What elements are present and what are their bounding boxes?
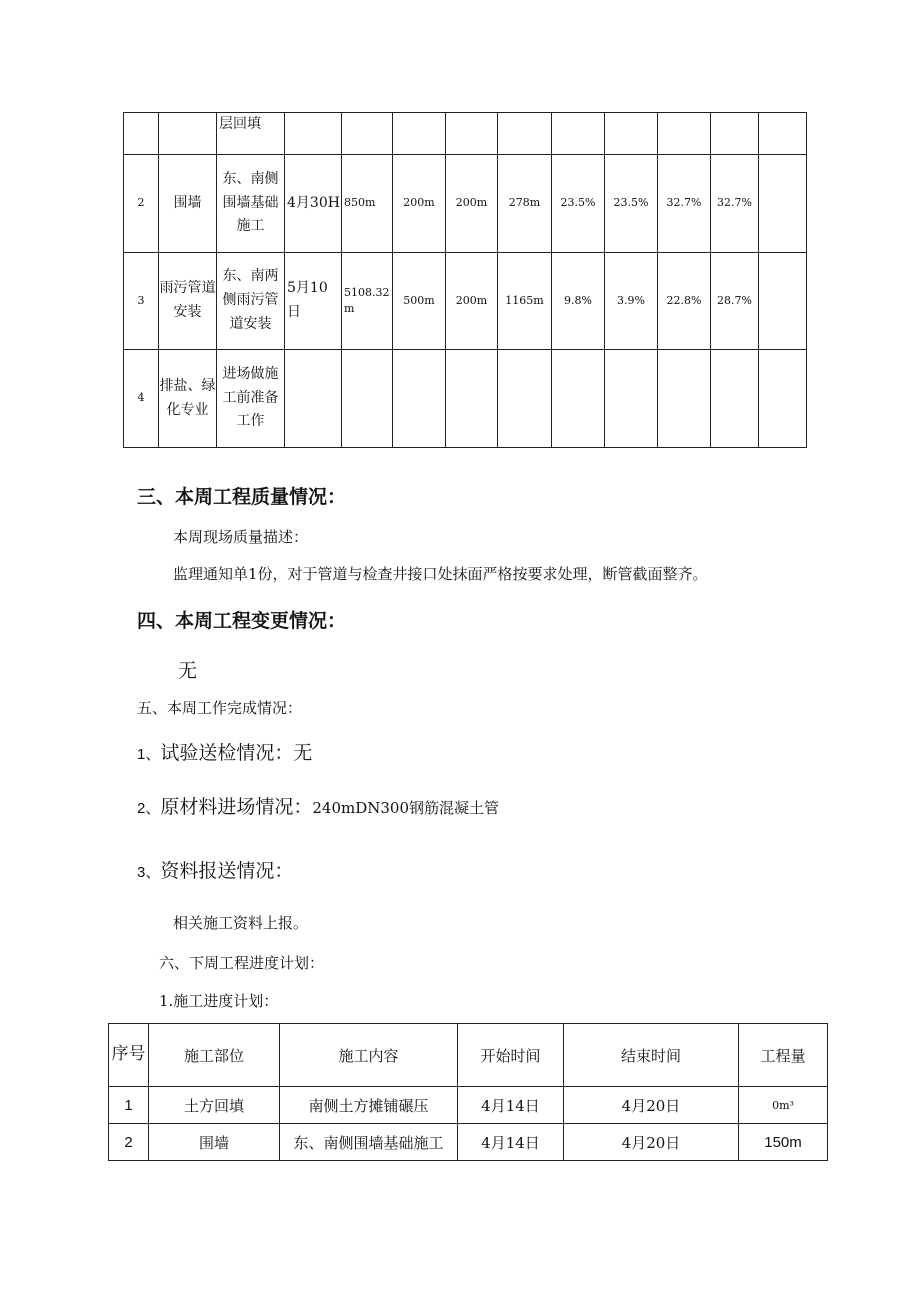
- table-row: [124, 253, 807, 350]
- item1-text: 试验送检情况：无: [160, 742, 313, 764]
- cell-date: [285, 113, 342, 155]
- section3-heading: 三、本周工程质量情况：: [137, 486, 347, 508]
- cell-p1: [552, 113, 605, 155]
- cell-no: 4: [124, 350, 159, 448]
- section5-item3: [137, 856, 293, 883]
- cell-qty: 150m: [739, 1124, 828, 1161]
- cell-p1: 9.8%: [552, 253, 605, 350]
- cell-p3: 32.7%: [658, 155, 711, 253]
- cell-p3: [658, 350, 711, 448]
- section6-heading: 六、下周工程进度计划：: [159, 954, 325, 972]
- cell-date: 5月10日: [285, 253, 342, 350]
- table-row: [109, 1087, 828, 1124]
- cell-cumulative: [498, 113, 552, 155]
- table-row: [124, 113, 807, 155]
- cell-cumulative: 278m: [498, 155, 552, 253]
- cell-content: 进场做施工前准备工作: [217, 350, 285, 448]
- cell-p4: 32.7%: [711, 155, 759, 253]
- section4-heading: 四、本周工程变更情况：: [137, 610, 347, 632]
- item2-number: 2、: [137, 800, 161, 817]
- cell-p1: [552, 350, 605, 448]
- table-row: [124, 155, 807, 253]
- cell-part: 围墙: [159, 155, 217, 253]
- cell-p4: 28.7%: [711, 253, 759, 350]
- cell-note: [759, 155, 807, 253]
- section5-heading: 五、本周工作完成情况：: [137, 699, 303, 717]
- cell-p3: [658, 113, 711, 155]
- cell-plan: [393, 350, 446, 448]
- section5-item1: [137, 738, 312, 765]
- cell-content: 南侧土方摊铺碾压: [280, 1087, 458, 1124]
- cell-total: [342, 113, 393, 155]
- item3-text: 资料报送情况：: [160, 860, 294, 882]
- cell-p2: 3.9%: [605, 253, 658, 350]
- cell-total: 5108.32m: [342, 253, 393, 350]
- section5-item2: [137, 792, 499, 819]
- cell-p2: [605, 113, 658, 155]
- cell-end: 4月20日: [564, 1087, 739, 1124]
- cell-actual: 200m: [446, 155, 498, 253]
- cell-content: 层回填: [217, 113, 285, 155]
- item2-label: 原材料进场情况：: [160, 796, 313, 818]
- cell-p4: [711, 113, 759, 155]
- cell-no: 1: [109, 1087, 149, 1124]
- header-part: 施工部位: [149, 1024, 280, 1087]
- cell-actual: [446, 350, 498, 448]
- cell-actual: [446, 113, 498, 155]
- cell-note: [759, 113, 807, 155]
- item2-value: 240mDN300钢筋混凝土管: [312, 799, 499, 817]
- plan-table: [108, 1023, 828, 1161]
- cell-actual: 200m: [446, 253, 498, 350]
- cell-total: [342, 350, 393, 448]
- section3-line2: 监理通知单1份，对于管道与检查井接口处抹面严格按要求处理，断管截面整齐。: [173, 565, 708, 583]
- item3-number: 3、: [137, 864, 161, 881]
- cell-total: 850m: [342, 155, 393, 253]
- cell-date: [285, 350, 342, 448]
- cell-content: 东、南侧围墙基础施工: [280, 1124, 458, 1161]
- cell-part: 围墙: [149, 1124, 280, 1161]
- cell-part: 排盐、绿化专业: [159, 350, 217, 448]
- section5-item3-body: 相关施工资料上报。: [173, 914, 309, 932]
- cell-part: [159, 113, 217, 155]
- header-no: 序号: [109, 1024, 149, 1087]
- cell-p1: 23.5%: [552, 155, 605, 253]
- cell-p4: [711, 350, 759, 448]
- cell-date: 4月30H: [285, 155, 342, 253]
- cell-p3: 22.8%: [658, 253, 711, 350]
- cell-part: 雨污管道安装: [159, 253, 217, 350]
- table-header-row: [109, 1024, 828, 1087]
- cell-content: 东、南侧围墙基础施工: [217, 155, 285, 253]
- cell-no: 2: [124, 155, 159, 253]
- cell-p2: 23.5%: [605, 155, 658, 253]
- cell-no: [124, 113, 159, 155]
- cell-part: 土方回填: [149, 1087, 280, 1124]
- section4-body: 无: [178, 660, 198, 682]
- cell-plan: 200m: [393, 155, 446, 253]
- cell-note: [759, 253, 807, 350]
- cell-start: 4月14日: [458, 1087, 564, 1124]
- cell-cumulative: 1165m: [498, 253, 552, 350]
- header-content: 施工内容: [280, 1024, 458, 1087]
- header-start: 开始时间: [458, 1024, 564, 1087]
- cell-qty: 0m³: [739, 1087, 828, 1124]
- cell-plan: [393, 113, 446, 155]
- section6-sub: 1.施工进度计划：: [159, 992, 279, 1010]
- cell-content: 东、南两侧雨污管道安装: [217, 253, 285, 350]
- cell-start: 4月14日: [458, 1124, 564, 1161]
- table-row: [124, 350, 807, 448]
- cell-p2: [605, 350, 658, 448]
- cell-end: 4月20日: [564, 1124, 739, 1161]
- cell-cumulative: [498, 350, 552, 448]
- header-end: 结束时间: [564, 1024, 739, 1087]
- progress-table: [123, 112, 807, 448]
- table-row: [109, 1124, 828, 1161]
- item1-number: 1、: [137, 746, 161, 763]
- section3-line1: 本周现场质量描述：: [173, 528, 309, 546]
- cell-no: 3: [124, 253, 159, 350]
- cell-plan: 500m: [393, 253, 446, 350]
- cell-note: [759, 350, 807, 448]
- header-qty: 工程量: [739, 1024, 828, 1087]
- cell-no: 2: [109, 1124, 149, 1161]
